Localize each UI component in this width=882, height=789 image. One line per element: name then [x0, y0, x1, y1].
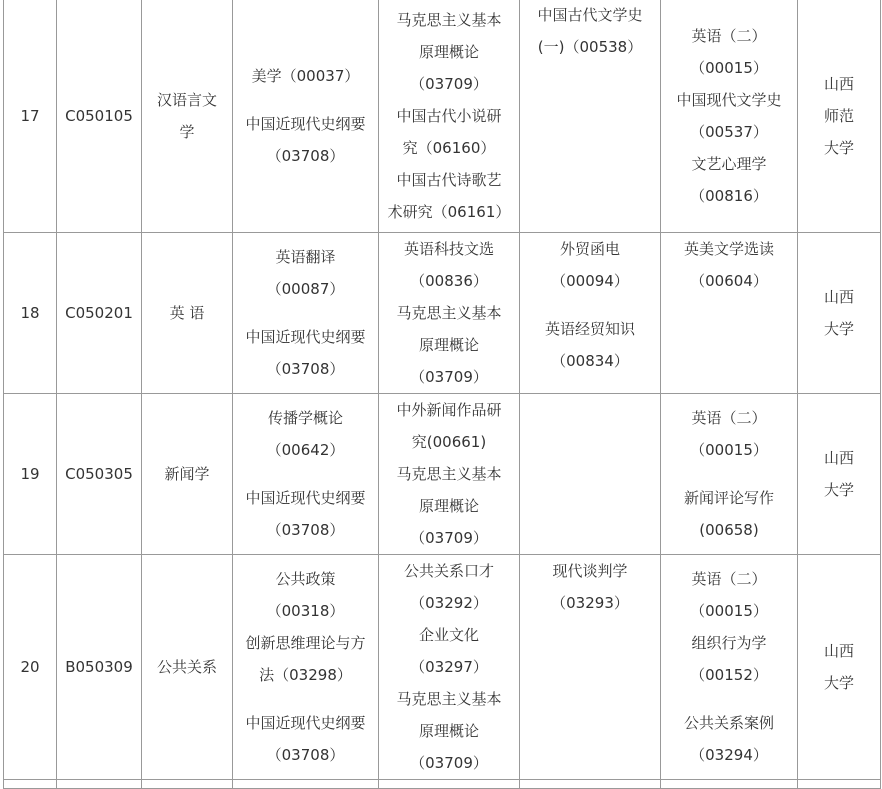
serial-number-cell: 18 — [4, 233, 57, 394]
course-name: 中国现代文学史 — [676, 90, 782, 109]
course-name: 中国近现代史纲要 — [245, 114, 366, 133]
school-cell: 山西 大学 — [798, 394, 881, 555]
course-cell — [661, 394, 798, 555]
course-name: 企业文化 — [418, 626, 479, 644]
course-name: 原理概论 — [418, 42, 479, 61]
course-cell — [379, 555, 520, 780]
course-cell — [233, 0, 379, 233]
course-name: 现代谈判学 — [552, 562, 628, 580]
course-code: （00537） — [690, 122, 768, 141]
major-code-cell: B050309 — [57, 555, 142, 780]
table-row — [4, 233, 881, 394]
course-cell — [520, 394, 661, 555]
course-code: 术研究（06161） — [387, 202, 511, 221]
course-name: 原理概论 — [418, 497, 479, 515]
table-row-partial — [4, 780, 881, 789]
course-cell — [520, 0, 661, 233]
course-name: 马克思主义基本 — [396, 10, 502, 29]
course-code: （03293） — [551, 594, 629, 612]
course-name: 创新思维理论与方 — [245, 634, 366, 652]
course-cell — [233, 555, 379, 780]
serial-number-cell: 17 — [4, 0, 57, 233]
course-code: （00087） — [266, 280, 345, 298]
course-name: 中国古代小说研 — [396, 106, 502, 125]
course-name: 文艺心理学 — [691, 154, 767, 173]
course-cell — [520, 233, 661, 394]
course-code: (00658) — [699, 521, 759, 539]
course-name: 公共关系案例 — [683, 714, 774, 732]
course-code: 法（03298） — [259, 666, 352, 684]
major-name-cell: 汉语言文 学 — [142, 0, 233, 233]
course-code: （00318） — [266, 602, 345, 620]
course-code: （03708） — [266, 360, 345, 378]
school-cell: 山西 师范 大学 — [798, 0, 881, 233]
course-code: （03709） — [410, 529, 488, 547]
course-code: (一)（00538） — [537, 38, 643, 56]
course-name: 英语科技文选 — [403, 240, 494, 258]
course-name: 英语（二） — [691, 570, 767, 588]
course-code: （00015） — [690, 58, 768, 77]
course-name: 公共关系口才 — [403, 562, 494, 580]
course-code: 究(00661) — [411, 433, 487, 451]
course-name: 英语（二） — [691, 26, 767, 45]
course-code: （00642） — [266, 441, 345, 459]
course-name: 原理概论 — [418, 336, 479, 354]
school-cell: 山西 大学 — [798, 233, 881, 394]
course-code: （00094） — [551, 272, 629, 290]
course-code: （00015） — [690, 441, 768, 459]
course-code: （00604） — [690, 272, 768, 290]
table-row — [4, 394, 881, 555]
course-code: （00816） — [690, 186, 768, 205]
course-name: 英语（二） — [691, 409, 767, 427]
course-name: 中国近现代史纲要 — [245, 489, 366, 507]
table-row — [4, 555, 881, 780]
course-name: 中国近现代史纲要 — [245, 328, 366, 346]
course-name: 原理概论 — [418, 722, 479, 740]
course-code: （00836） — [410, 272, 488, 290]
course-cell — [520, 555, 661, 780]
course-name: 英语经贸知识 — [544, 320, 635, 338]
course-code: （03709） — [410, 368, 488, 386]
course-code: （03709） — [410, 74, 488, 93]
course-code: （03709） — [410, 754, 488, 772]
course-cell — [379, 233, 520, 394]
major-code-cell: C050305 — [57, 394, 142, 555]
course-code: （03708） — [266, 746, 345, 764]
course-name: 组织行为学 — [691, 634, 767, 652]
course-name: 中外新闻作品研 — [396, 401, 502, 419]
serial-number-cell: 19 — [4, 394, 57, 555]
course-cell — [379, 394, 520, 555]
course-name: 中国近现代史纲要 — [245, 714, 366, 732]
course-name: 马克思主义基本 — [396, 304, 502, 322]
course-code: （00834） — [551, 352, 629, 370]
course-cell — [661, 0, 798, 233]
course-cell — [661, 233, 798, 394]
course-name: 美学（00037） — [251, 66, 360, 85]
course-name: 新闻评论写作 — [683, 489, 774, 507]
course-cell — [233, 233, 379, 394]
table-row — [4, 0, 881, 233]
course-cell — [661, 555, 798, 780]
course-name: 英语翻译 — [275, 248, 336, 266]
exam-plan-table — [3, 0, 881, 789]
course-code: （03297） — [410, 658, 488, 676]
course-name: 公共政策 — [275, 570, 336, 588]
school-cell: 山西 大学 — [798, 555, 881, 780]
course-code: （00152） — [690, 666, 768, 684]
course-name: 传播学概论 — [267, 409, 343, 427]
course-cell — [379, 0, 520, 233]
course-name: 外贸函电 — [559, 240, 620, 258]
course-name: 马克思主义基本 — [396, 465, 502, 483]
course-code: （03294） — [690, 746, 768, 764]
major-name-cell: 英 语 — [142, 233, 233, 394]
major-name-cell: 公共关系 — [142, 555, 233, 780]
course-code: 究（06160） — [402, 138, 496, 157]
major-name-cell: 新闻学 — [142, 394, 233, 555]
course-name: 中国古代文学史 — [537, 6, 643, 24]
course-cell — [233, 394, 379, 555]
course-code: （03708） — [266, 521, 345, 539]
course-code: （03292） — [410, 594, 488, 612]
major-code-cell: C050201 — [57, 233, 142, 394]
course-code: （00015） — [690, 602, 768, 620]
course-code: （03708） — [266, 146, 345, 165]
course-name: 马克思主义基本 — [396, 690, 502, 708]
course-name: 英美文学选读 — [683, 240, 774, 258]
serial-number-cell: 20 — [4, 555, 57, 780]
major-code-cell: C050105 — [57, 0, 142, 233]
course-name: 中国古代诗歌艺 — [396, 170, 502, 189]
